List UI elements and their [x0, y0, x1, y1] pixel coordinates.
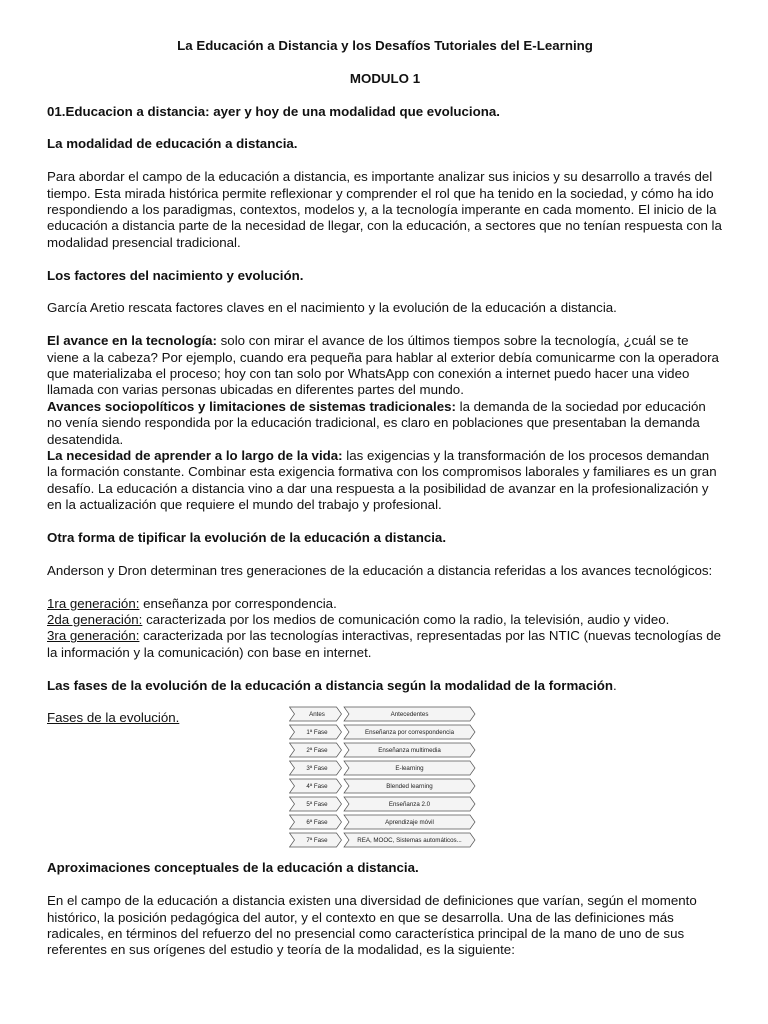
phase-description: E-learning	[395, 765, 424, 773]
generation-2	[47, 612, 723, 628]
phases-figure	[47, 710, 723, 860]
subheading-tipificar: Otra forma de tipificar la evolución de la educación a distancia.	[47, 530, 447, 546]
phase-label: Antes	[309, 711, 325, 719]
phase-row	[290, 797, 476, 811]
phases-diagram	[289, 706, 479, 850]
phase-row	[290, 833, 476, 847]
phase-label: 5ª Fase	[306, 801, 328, 809]
phase-row	[290, 815, 476, 829]
paragraph-definiciones: En el campo de la educación a distancia existen una diversidad de definiciones que varían, según el momento histórico, la posición pedagógica del autor, y el contexto en que se desarrolla. Una de las definiciones más radicales, en términos del refuerzo del no presencial como característica principal de la mano de uno de sus referentes en sus orígenes del estudio y teoría de la modalidad, es la siguiente:	[47, 893, 697, 958]
subheading-aproximaciones: Aproximaciones conceptuales de la educación a distancia.	[47, 860, 419, 876]
phase-row	[290, 779, 476, 793]
subheading-modalidad: La modalidad de educación a distancia.	[47, 136, 298, 152]
subheading-fases: Las fases de la evolución de la educación a distancia según la modalidad de la formación	[47, 677, 614, 693]
generation-3-label: 3ra generación:	[47, 628, 140, 644]
paragraph-intro: Para abordar el campo de la educación a distancia, es importante analizar sus inicios y su desarrollo a través del tiempo. Esta mirada histórica permite reflexionar y comprender el rol que ha tenido en la sociedad, y cómo ha ido respondiendo a los paradigmas, contextos, modelos y, a la tecnología imperante en cada momento. El inicio de la educación a distancia parte de la necesidad de llegar, con la educación, a sectores que no tenían respuesta con la modalidad presencial tradicional.	[47, 169, 722, 250]
generation-2-text: caracterizada por los medios de comunicación como la radio, la televisión, audio y video.	[142, 612, 670, 628]
document-title: La Educación a Distancia y los Desafíos Tutoriales del E-Learning	[177, 38, 593, 53]
factor-aprendizaje-text: las exigencias y la transformación de los procesos demandan la formación constante. Combinar esta exigencia formativa con los compromisos laborales y familiares es un gran desafío. La educación a distancia vino a dar una respuesta a la posibilidad de avanzar en la profesionalización y en la actualización que requiere el mundo del trabajo y profesional.	[47, 448, 717, 513]
phase-label: 3ª Fase	[306, 765, 328, 773]
subheading-factores: Los factores del nacimiento y evolución.	[47, 267, 304, 283]
module-title: MODULO 1	[349, 70, 421, 86]
factor-sociopoliticos-text: la demanda de la sociedad por educación no venía siendo respondida por la educación tradicional, es claro en poblaciones que presentaban la demanda desatendida.	[47, 398, 706, 447]
factor-aprendizaje-label: La necesidad de aprender a lo largo de la vida:	[47, 448, 343, 464]
phase-description: Blended learning	[386, 783, 433, 791]
phase-label: 7ª Fase	[306, 837, 328, 845]
factor-sociopoliticos	[47, 399, 723, 448]
factor-aprendizaje	[47, 448, 723, 514]
generation-3	[47, 628, 723, 661]
phase-label: 1ª Fase	[306, 729, 328, 737]
factor-tecnologia-label: El avance en la tecnología:	[47, 333, 217, 349]
document-page	[47, 38, 723, 959]
phase-description: Enseñanza multimedia	[378, 747, 441, 755]
phase-description: Antecedentes	[390, 711, 429, 719]
paragraph-garcia-aretio: García Aretio rescata factores claves en el nacimiento y la evolución de la educación a distancia.	[47, 300, 617, 316]
phase-description: Enseñanza por correspondencia	[364, 729, 455, 737]
generation-1-text: enseñanza por correspondencia.	[139, 595, 337, 611]
phase-label: 6ª Fase	[306, 819, 328, 827]
factor-tecnologia-text: solo con mirar el avance de los últimos tiempos sobre la tecnología, ¿cuál se te viene a la cabeza? Por ejemplo, cuando era pequeña para hablar al exterior debía comunicarme con la operadora que materializaba el proceso; hoy con tan solo por WhatsApp con conexión a internet puedo hacer una video llamada con varias personas ubicadas en diferentes partes del mundo.	[47, 333, 719, 398]
generation-3-text: caracterizada por las tecnologías interactivas, representadas por las NTIC (nuevas tecnologías de la información y la comunicación) con base en internet.	[47, 628, 722, 660]
fases-label: Fases de la evolución.	[47, 710, 180, 726]
subheading-fases-period: .	[613, 677, 617, 693]
phases-diagram-svg	[289, 706, 479, 850]
section-heading: 01.Educacion a distancia: ayer y hoy de una modalidad que evoluciona.	[47, 103, 500, 119]
phase-row	[290, 725, 476, 739]
phase-label: 2ª Fase	[306, 747, 328, 755]
subheading-fases-heading	[47, 678, 723, 694]
phase-row	[290, 707, 476, 721]
generation-1	[47, 596, 723, 612]
generation-2-label: 2da generación:	[47, 612, 143, 628]
phase-row	[290, 761, 476, 775]
factor-sociopoliticos-label: Avances sociopolíticos y limitaciones de sistemas tradicionales:	[47, 398, 456, 414]
paragraph-anderson-dron: Anderson y Dron determinan tres generaciones de la educación a distancia referidas a los avances tecnológicos:	[47, 562, 713, 578]
phase-description: Aprendizaje móvil	[385, 819, 434, 827]
generation-1-label: 1ra generación:	[47, 595, 140, 611]
phase-label: 4ª Fase	[306, 783, 328, 791]
factor-tecnologia	[47, 333, 723, 399]
phase-description: REA, MOOC, Sistemas automáticos...	[357, 837, 462, 845]
phase-row	[290, 743, 476, 757]
phase-description: Enseñanza 2.0	[388, 801, 431, 809]
